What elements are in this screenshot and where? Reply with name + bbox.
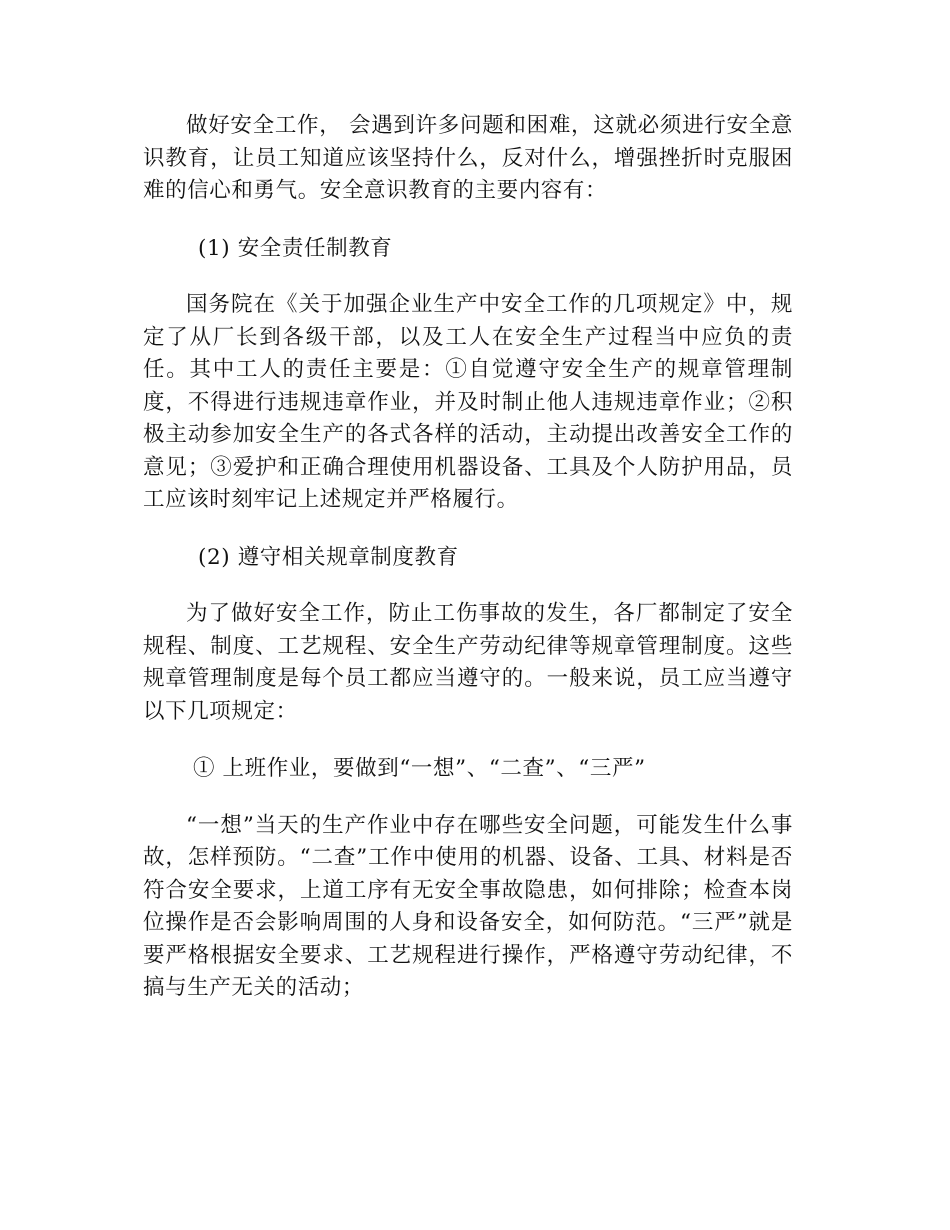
document-page bbox=[143, 110, 793, 1005]
responsibility-paragraph: 国务院在《关于加强企业生产中安全工作的几项规定》中，规定了从厂长到各级干部，以及工人在安全生产过程当中应负的责任。其中工人的责任主要是：①自觉遵守安全生产的规章管理制度，不得进行违规违章作业，并及时制止他人违规违章作业；②积极主动参加安全生产的各式各样的活动，主动提出改善安全工作的意见；③爱护和正确合理使用机器设备、工具及个人防护用品，员工应该时刻牢记上述规定并严格履行。 bbox=[143, 292, 793, 512]
subsection-heading-1: ① 上班作业，要做到“一想”、“二查”、“三严” bbox=[193, 756, 646, 781]
three-rules-paragraph: “一想”当天的生产作业中存在哪些安全问题，可能发生什么事故，怎样预防。“二查”工作中使用的机器、设备、工具、材料是否符合安全要求，上道工序有无安全事故隐患，如何排除；检查本岗位操作是否会影响周围的人身和设备安全，如何防范。“三严”就是要严格根据安全要求、工艺规程进行操作，严格遵守劳动纪律，不搞与生产无关的活动； bbox=[143, 812, 793, 1000]
regulations-paragraph: 为了做好安全工作，防止工伤事故的发生，各厂都制定了安全规程、制度、工艺规程、安全生产劳动纪律等规章管理制度。这些规章管理制度是每个员工都应当遵守的。一般来说，员工应当遵守以下几项规定： bbox=[143, 601, 793, 724]
section-heading-1: (1) 安全责任制教育 bbox=[198, 235, 393, 261]
intro-paragraph: 做好安全工作， 会遇到许多问题和困难，这就必须进行安全意识教育，让员工知道应该坚持什么，反对什么，增强挫折时克服困难的信心和勇气。安全意识教育的主要内容有： bbox=[143, 113, 793, 203]
section-heading-2: (2) 遵守相关规章制度教育 bbox=[198, 544, 459, 570]
